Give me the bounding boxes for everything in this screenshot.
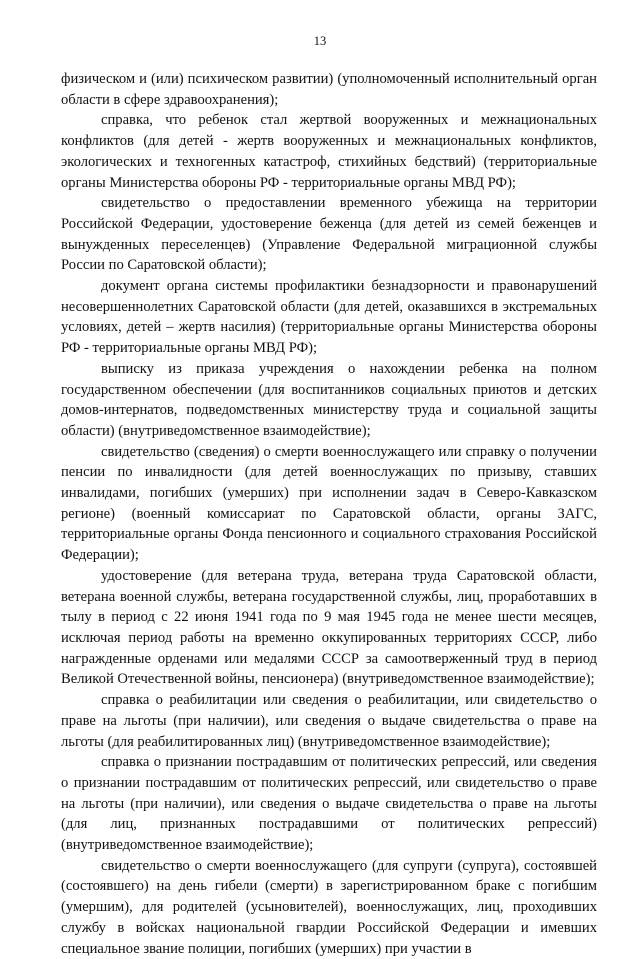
paragraph: документ органа системы профилактики безнадзорности и правонарушений несовершеннолетних Саратовской области (для детей, оказавшихся в экстремальных условиях, детей – жертв насилия) (территориальные органы Министерства обороны РФ - территориальные органы МВД РФ);: [61, 278, 597, 357]
paragraph: физическом и (или) психическом развитии) (уполномоченный исполнительный орган области в сфере здравоохранения);: [61, 71, 597, 108]
document-body: [61, 69, 597, 959]
paragraph: свидетельство о предоставлении временного убежища на территории Российской Федерации, удостоверение беженца (для детей из семей беженцев и вынужденных переселенцев) (Управление Федеральной миграционной службы России по Саратовской области);: [61, 195, 597, 274]
paragraph: свидетельство (сведения) о смерти военнослужащего или справку о получении пенсии по инвалидности (для детей военнослужащих по призыву, ставших инвалидами, погибших (умерших) при исполнении задач в Северо-Кавказском регионе) (военный комиссариат по Саратовской области, органы ЗАГС, территориальные органы Фонда пенсионного и социального страхования Российской Федерации);: [61, 443, 597, 564]
paragraph: справка, что ребенок стал жертвой вооруженных и межнациональных конфликтов (для детей - жертв вооруженных и межнациональных конфликтов, экологических и техногенных катастроф, стихийных бедствий) (территориальные органы Министерства обороны РФ - территориальные органы МВД РФ);: [61, 112, 597, 191]
paragraph: справка о признании пострадавшим от политических репрессий, или сведения о признании пострадавшим от политических репрессий, или свидетельство о праве на льготы (при наличии), или сведения о выдаче свидетельства о праве на льготы (для лиц, признанных пострадавшими от политических репрессий) (внутриведомственное взаимодействие);: [61, 754, 597, 854]
paragraph: справка о реабилитации или сведения о реабилитации, или свидетельство о праве на льготы (при наличии), или сведения о выдаче свидетельства о праве на льготы (для реабилитированных лиц) (внутриведомственное взаимодействие);: [61, 692, 597, 750]
paragraph: выписку из приказа учреждения о нахождении ребенка на полном государственном обеспечении (для воспитанников социальных приютов и детских домов-интернатов, подведомственных министерству труда и социальной защиты области) (внутриведомственное взаимодействие);: [61, 360, 597, 439]
paragraph: свидетельство о смерти военнослужащего (для супруги (супруга), состоявшей (состоявшего) на день гибели (смерти) в зарегистрированном браке с погибшим (умершим), для родителей (усыновителей), военнослужащих, лиц, проходивших службу в войсках национальной гвардии Российской Федерации и имевших специальное звание полиции, погибших (умерших) при участии в: [61, 857, 597, 957]
paragraph: удостоверение (для ветерана труда, ветерана труда Саратовской области, ветерана военной службы, ветерана государственной службы, лиц, проработавших в тылу в период с 22 июня 1941 года по 9 мая 1945 года не менее шести месяцев, исключая период работы на временно оккупированных территориях СССР, либо награжденные орденами или медалями СССР за самоотверженный труд в период Великой Отечественной войны, пенсионера) (внутриведомственное взаимодействие);: [61, 567, 597, 688]
page-number: 13: [313, 34, 327, 48]
